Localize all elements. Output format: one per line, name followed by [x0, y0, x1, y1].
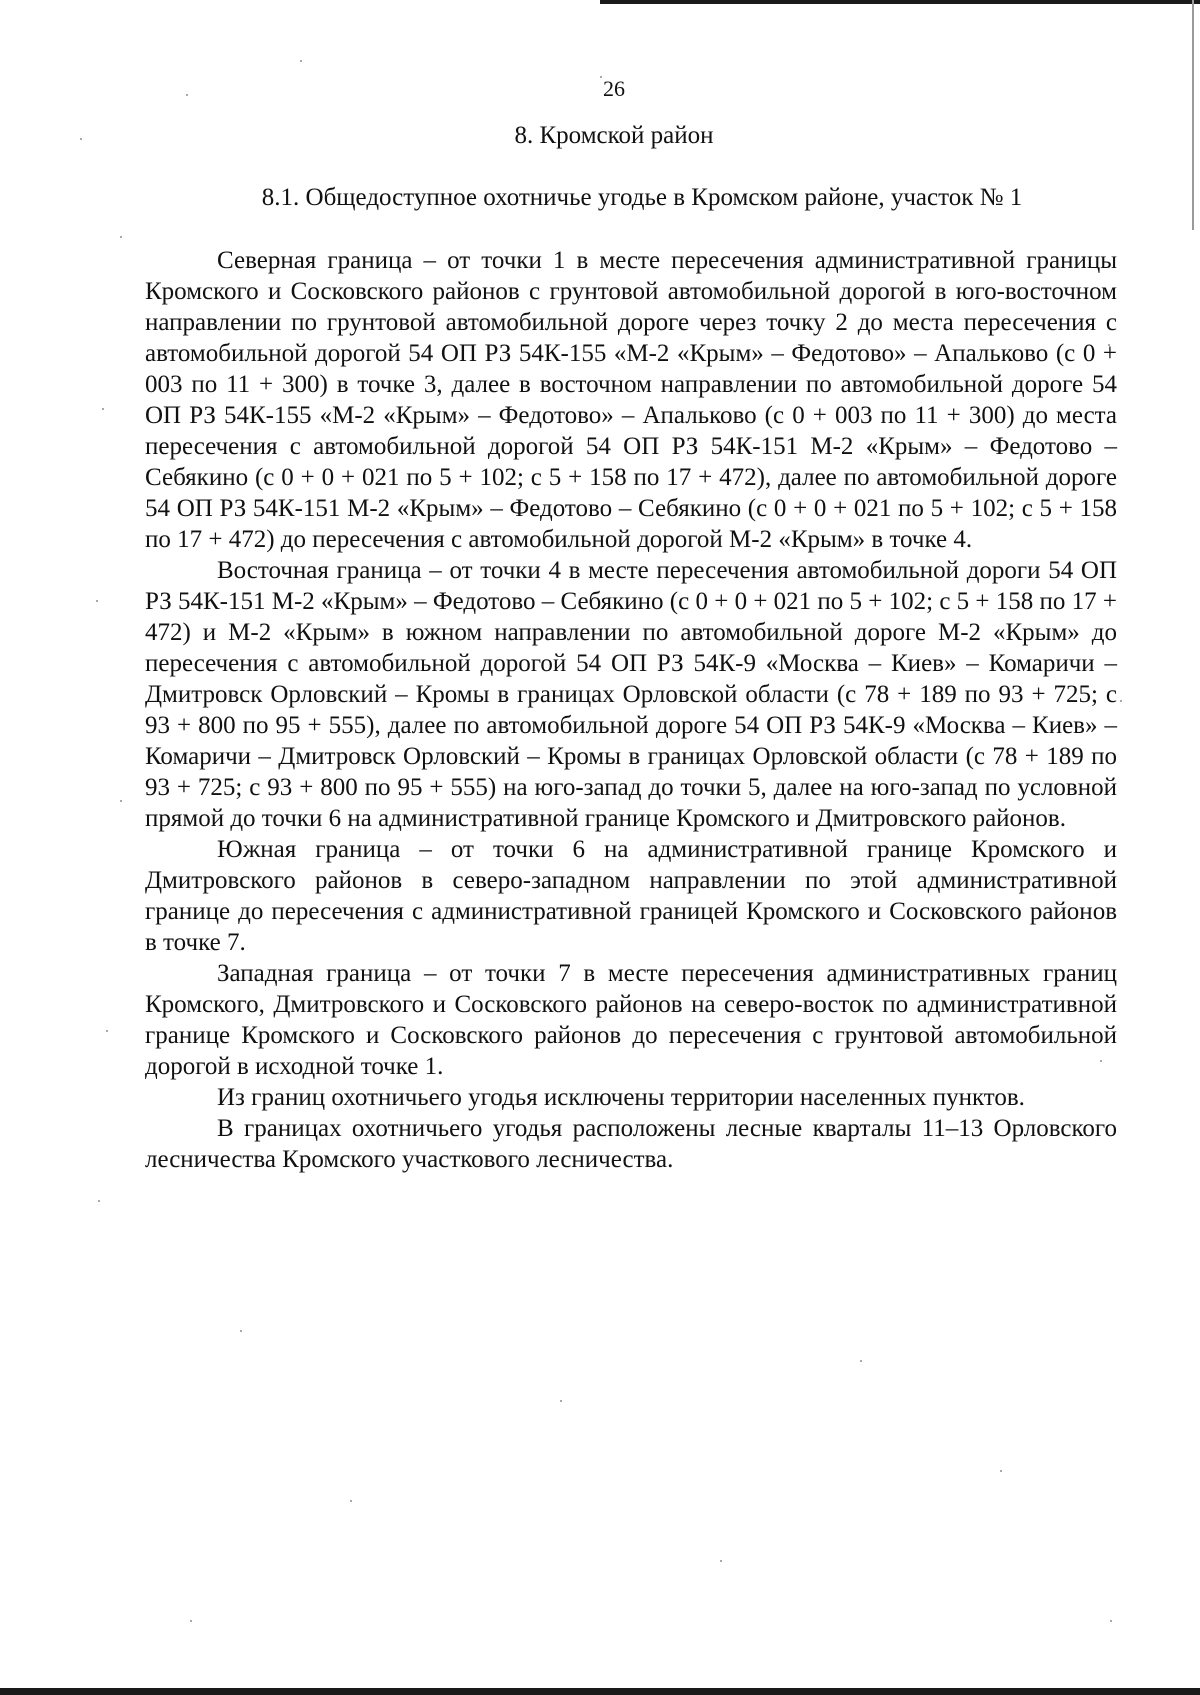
paragraph-forest-quarters: В границах охотничьего угодья расположены лесные кварталы 11–13 Орловского лесничества Кромского участкового лесничества.: [145, 1115, 1117, 1173]
paragraph-east-boundary: Восточная граница – от точки 4 в месте пересечения автомобильной дороги 54 ОП РЗ 54К-151 М-2 «Крым» – Федотово – Себякино (с 0 + 0 + 021 по 5 + 102; с 5 + 158 по 17 + 472) и М-2 «Крым» в южном направлении по автомобильной дороге М-2 «Крым» до пересечения с автомобильной дорогой 54 ОП РЗ 54К-9 «Москва – Киев» – Комаричи – Дмитровск Орловский – Кромы в границах Орловской области (с 78 + 189 по 93 + 725; с 93 + 800 по 95 + 555), далее по автомобильной дороге 54 ОП РЗ 54К-9 «Москва – Киев» – Комаричи – Дмитровск Орловский – Кромы в границах Орловской области (с 78 + 189 по 93 + 725; с 93 + 800 по 95 + 555) на юго-запад до точки 5, далее на юго-запад по условной прямой до точки 6 на административной границе Кромского и Дмитровского районов.: [145, 557, 1118, 832]
subsection-title: 8.1. Общедоступное охотничье угодье в Кромском районе, участок № 1: [261, 184, 1023, 211]
scan-edge-right: [1192, 0, 1194, 230]
paragraph-west-boundary: Западная граница – от точки 7 в месте пересечения административных границ Кромского, Дмитровского и Сосковского районов на северо-восток по административной границе Кромского и Сосковского районов до пересечения с грунтовой автомобильной дорогой в исходной точке 1.: [145, 960, 1117, 1080]
paragraph-exclusions: Из границ охотничьего угодья исключены территории населенных пунктов.: [217, 1084, 1025, 1111]
document-body: [145, 245, 1117, 1175]
page-number: 26: [603, 76, 625, 101]
scan-edge-bottom: [0, 1688, 1200, 1695]
section-title: 8. Кромской район: [514, 122, 714, 149]
scan-edge-top: [600, 0, 1200, 4]
paragraph-north-boundary: Северная граница – от точки 1 в месте пересечения административной границы Кромского и Сосковского районов с грунтовой автомобильной дорогой в юго-восточном направлении по грунтовой автомобильной дороге через точку 2 до места пересечения с автомобильной дорогой 54 ОП РЗ 54К-155 «М-2 «Крым» – Федотово» – Апальково (с 0 + 003 по 11 + 300) в точке 3, далее в восточном направлении по автомобильной дороге 54 ОП РЗ 54К-155 «М-2 «Крым» – Федотово» – Апальково (с 0 + 003 по 11 + 300) до места пересечения с автомобильной дорогой 54 ОП РЗ 54К-151 М-2 «Крым» – Федотово – Себякино (с 0 + 0 + 021 по 5 + 102; с 5 + 158 по 17 + 472), далее по автомобильной дороге 54 ОП РЗ 54К-151 М-2 «Крым» – Федотово – Себякино (с 0 + 0 + 021 по 5 + 102; с 5 + 158 по 17 + 472) до пересечения с автомобильной дорогой М-2 «Крым» в точке 4.: [145, 247, 1117, 553]
paragraph-south-boundary: Южная граница – от точки 6 на административной границе Кромского и Дмитровского районов в северо-западном направлении по этой административной границе до пересечения с административной границей Кромского и Сосковского районов в точке 7.: [145, 836, 1117, 956]
